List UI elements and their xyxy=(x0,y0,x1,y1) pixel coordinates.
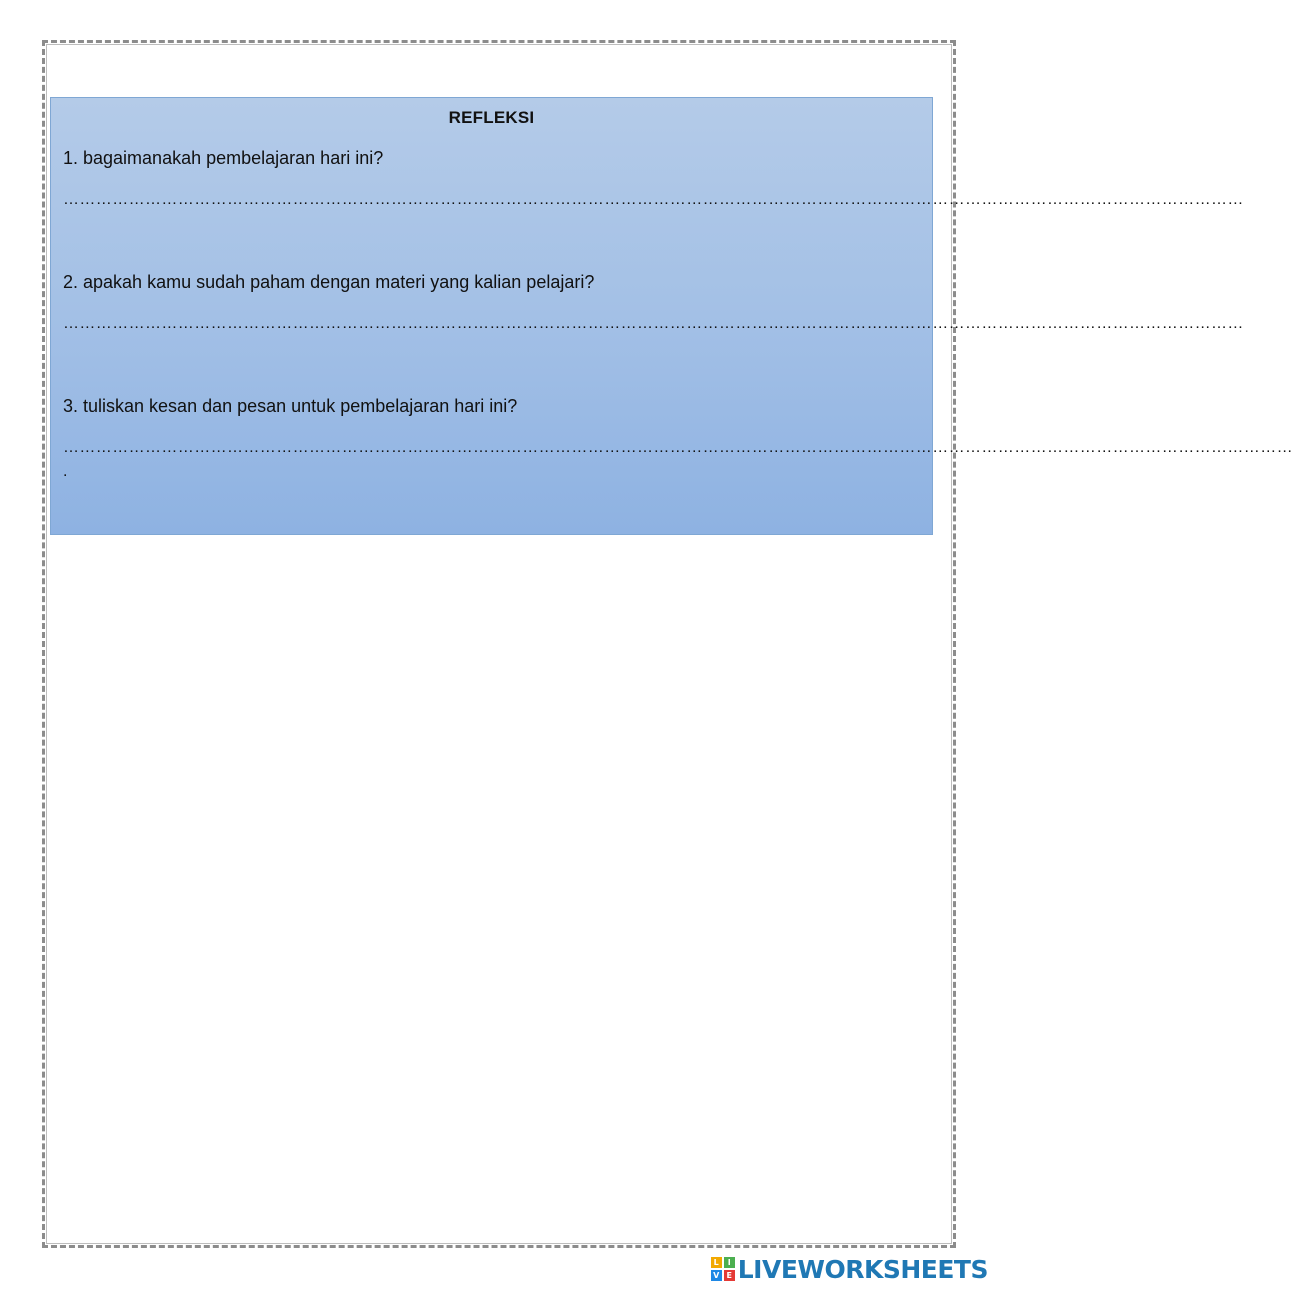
question-3: 3. tuliskan kesan dan pesan untuk pembelajaran hari ini? xyxy=(63,396,518,416)
liveworksheets-logo-icon xyxy=(711,1257,735,1281)
answer-field-2[interactable]: ……………………………………………………………………………………………………………………………………………………………………………………………… xyxy=(63,315,1244,332)
reflection-panel xyxy=(50,97,1293,535)
logo-letter-i: I xyxy=(724,1257,735,1268)
question-2: 2. apakah kamu sudah paham dengan materi yang kalian pelajari? xyxy=(63,272,595,292)
liveworksheets-watermark xyxy=(711,1254,988,1284)
answer-field-1[interactable]: ……………………………………………………………………………………………………………………………………………………………………………………………… xyxy=(63,191,1244,208)
worksheet-title: REFLEKSI xyxy=(448,108,535,127)
question-1: 1. bagaimanakah pembelajaran hari ini? xyxy=(63,148,384,168)
answer-field-3[interactable]: ……………………………………………………………………………………………………………………………………………………………………………………………………… xyxy=(63,439,1293,456)
answer-field-3-tail: . xyxy=(63,463,68,480)
logo-letter-v: V xyxy=(711,1270,722,1281)
logo-letter-l: L xyxy=(711,1257,722,1268)
logo-letter-e: E xyxy=(724,1270,735,1281)
liveworksheets-wordmark: LIVEWORKSHEETS xyxy=(737,1254,988,1284)
